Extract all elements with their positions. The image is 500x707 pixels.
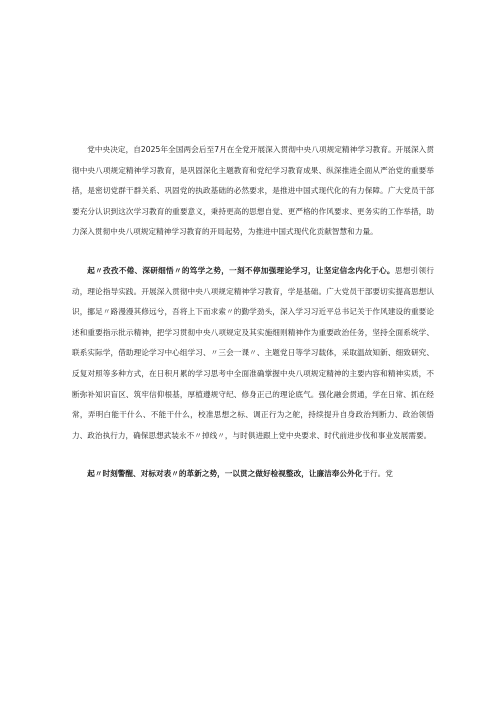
paragraph-intro xyxy=(72,140,434,243)
paragraph-intro-text: 党中央决定，自2025年全国两会后至7月在全党开展深入贯彻中央八项规定精神学习教育。开展深入贯彻中央八项规定精神学习教育，是巩固深化主题教育和党纪学习教育成果、纵深推进全面从严治党的重要举措，是密切党群干群关系、巩固党的执政基础的必然要求，是推进中国式现代化的有力保障。广大党员干部要充分认识到这次学习教育的重要意义，秉持更高的思想自觉、更严格的作风要求、更务实的工作举措，助力深入贯彻中央八项规定精神学习教育的开局起势，为推进中国式现代化贡献智慧和力量。 xyxy=(72,145,434,237)
document-body xyxy=(72,140,434,485)
paragraph-reform-lead: 起〃时刻警醒、对标对表〃的革新之势，一以贯之做好检视整改，让廉洁奉公外化 xyxy=(87,469,363,479)
paragraph-reform-text: 于行。党 xyxy=(362,469,393,479)
paragraph-study xyxy=(72,261,434,446)
paragraph-study-text: 思想引领行动，理论指导实践。开展深入贯彻中央八项规定精神学习教育，学是基础。广大党员干部要切实提高思想认识，挪足〃路漫漫其修远兮，吾将上下而求索〃的勤学劲头，深入学习习近平总书记关于作风建设的重要论述和重要指示批示精神，把学习贯彻中央八项规定及其实施细则精神作为重要政治任务，坚持全面系统学、联系实际学，借助理论学习中心组学习、〃三会一课〃、主题党日等学习载体，采取温故知新、细致研究、反复对照等多种方式，在日积月累的学习思考中全面准确掌握中央八项规定精神的主要内容和精神实质，不断弥补知识盲区、筑牢信仰根基，厚植遵规守纪、修身正己的理论底气。强化融会贯通，学在日常、抓在经常，弄明白能干什么、不能干什么，校准思想之标、调正行为之舵，持续提升自身政治判断力、政治领悟力、政治执行力，确保思想武装永不〃掉线〃，与时俱进跟上党中央要求、时代前进步伐和事业发展需要。 xyxy=(72,265,435,440)
paragraph-study-lead: 起〃孜孜不倦、深研细悟〃的笃学之势，一刻不停加强理论学习，让坚定信念内化于心。 xyxy=(87,265,395,275)
paragraph-reform xyxy=(72,464,434,485)
